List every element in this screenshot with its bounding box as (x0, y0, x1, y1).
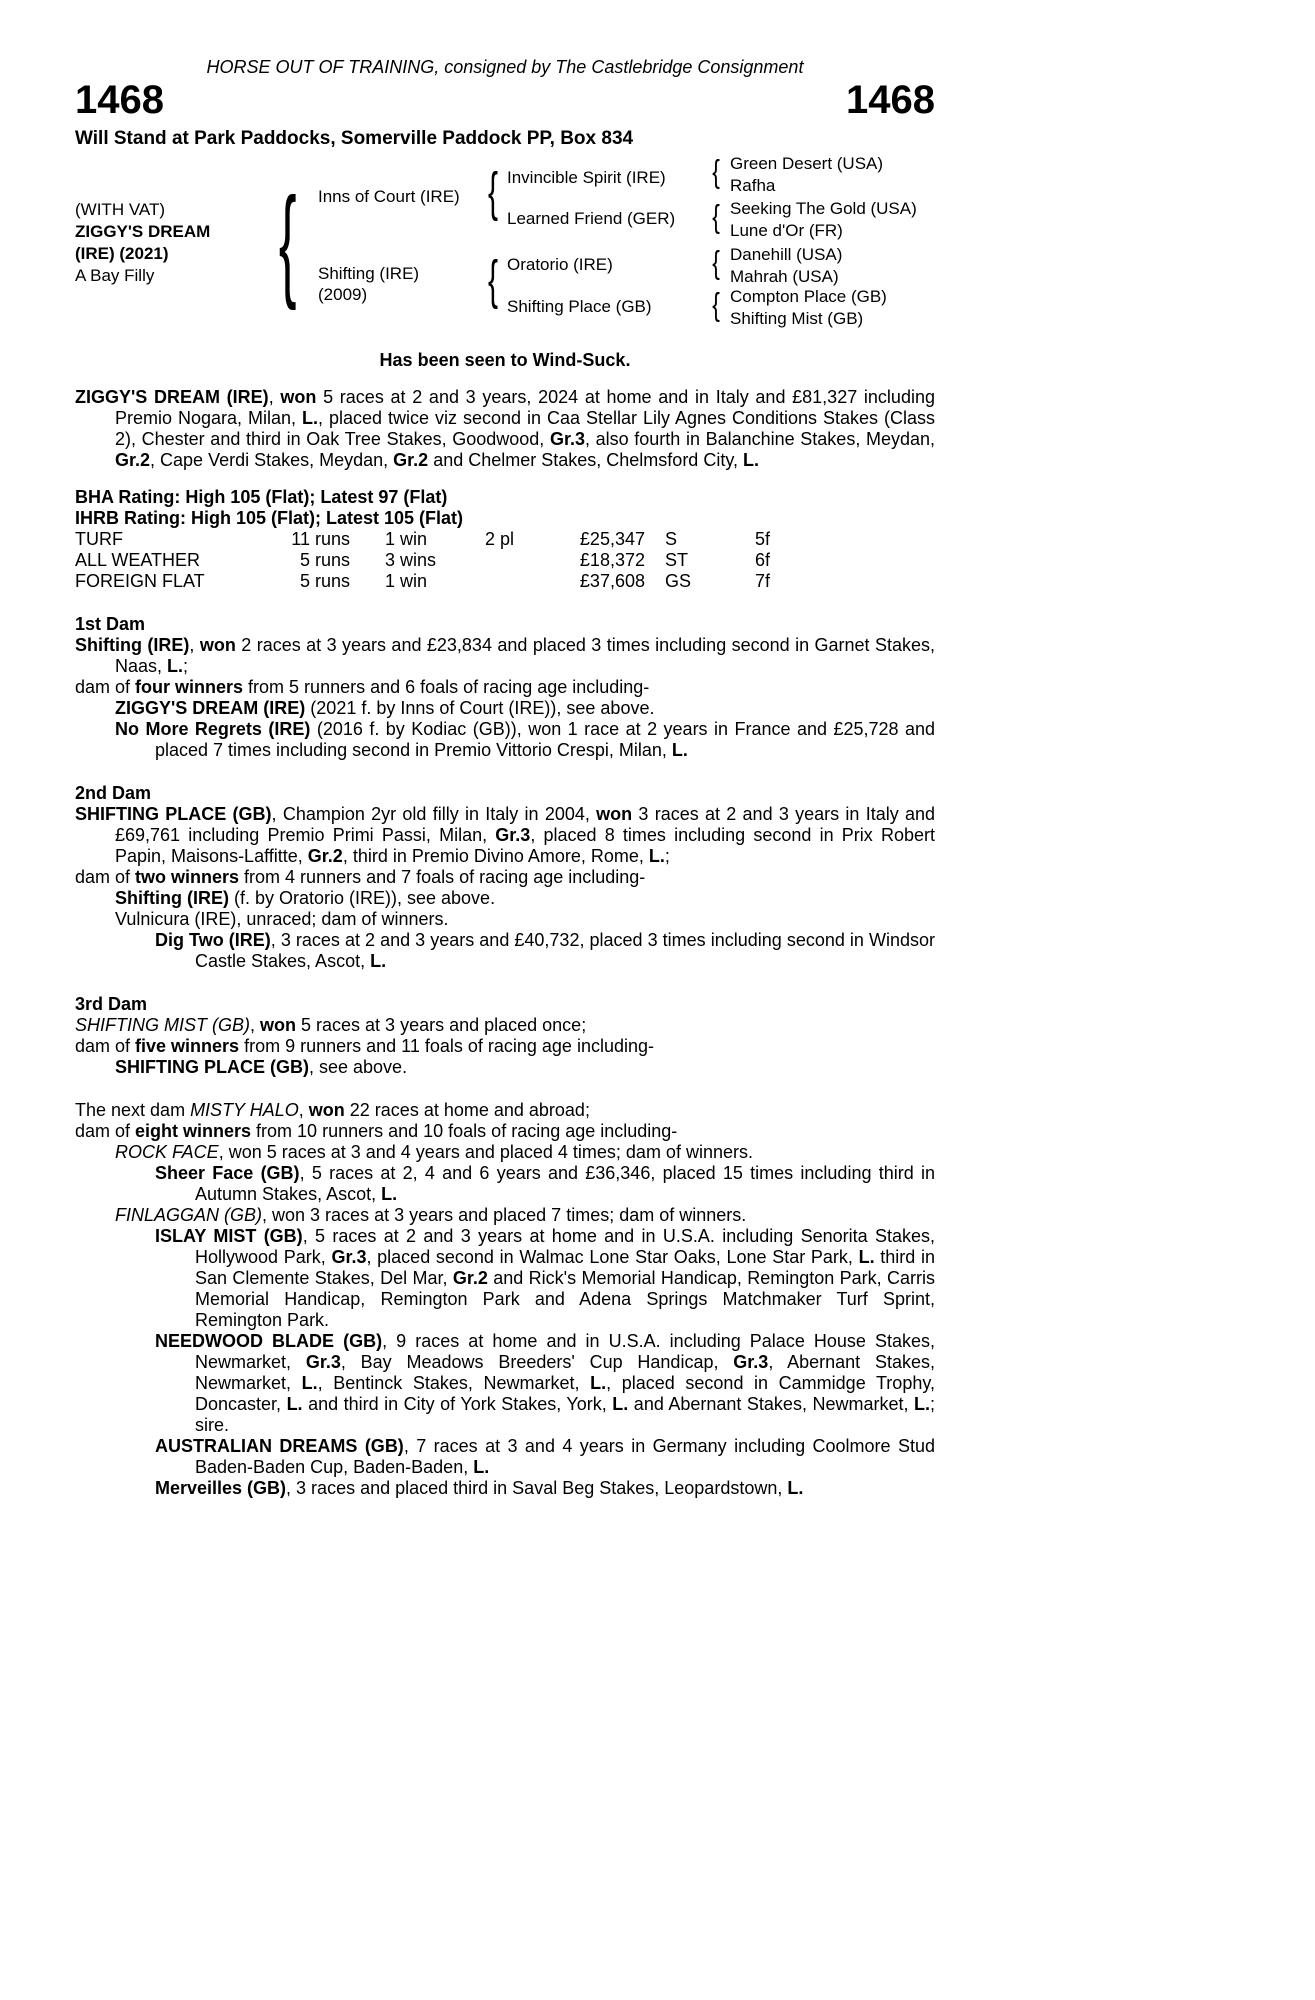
record-runs: 5 runs (299, 550, 350, 570)
sire-sire-name: Invincible Spirit (IRE) (507, 168, 666, 187)
record-places: 2 pl (485, 529, 515, 549)
ihrb-rating-line: IHRB Rating: High 105 (Flat); Latest 105 (Flat) (75, 508, 464, 528)
lot-number-right: 1468 (846, 78, 935, 122)
record-wins: 1 win (385, 529, 428, 549)
record-earnings: £37,608 (579, 571, 645, 591)
pedigree-brace-gg1 (705, 151, 727, 195)
dam3-produce-intro: dam of five winners from 9 runners and 11 foals of racing age including- (75, 1036, 654, 1056)
record-places (485, 550, 575, 571)
lot-number-row (75, 80, 935, 120)
second-dam-heading: 2nd Dam (75, 783, 152, 803)
entry-rock-face: ROCK FACE, won 5 races at 3 and 4 years and placed 4 times; dam of winners. (115, 1142, 753, 1162)
record-distance: 7f (755, 571, 771, 591)
dam2-entry-shifting: Shifting (IRE) (f. by Oratorio (IRE)), see above. (115, 888, 496, 908)
dam1-paragraph: Shifting (IRE), won 2 races at 3 years and £23,834 and placed 3 times including second in Garnet Stakes, Naas, L.; (75, 635, 935, 676)
pedigree-chart (75, 154, 935, 336)
great-granddam-1: Rafha (730, 176, 776, 195)
next-dam-paragraph: The next dam MISTY HALO, won 22 races at home and abroad; (75, 1100, 590, 1120)
horse-suffix-year: (IRE) (2021) (75, 244, 169, 263)
entry-islay-mist: ISLAY MIST (GB), 5 races at 2 and 3 years at home and in U.S.A. including Senorita Stakes, Hollywood Park, Gr.3, placed second in Walmac Lone Star Oaks, Lone Star Park, L. third in San Clemente Stakes, Del Mar, Gr.2 and Rick's Memorial Handicap, Remington Park, Carris Memorial Handicap, Remington Park and Adena Springs Matchmaker Turf Sprint, Remington Park. (155, 1226, 936, 1330)
record-surface: FOREIGN FLAT (75, 571, 205, 591)
record-distance: 6f (755, 550, 771, 570)
race-record-table (75, 529, 935, 592)
great-granddam-4: Shifting Mist (GB) (730, 309, 864, 328)
sire-dam-name: Learned Friend (GER) (507, 209, 676, 228)
dam2-paragraph: SHIFTING PLACE (GB), Champion 2yr old filly in Italy in 2004, won 3 races at 2 and 3 years in Italy and £69,761 including Premio Primi Passi, Milan, Gr.3, placed 8 times including second in Prix Robert Papin, Maisons-Laffitte, Gr.2, third in Premio Divino Amore, Rome, L.; (75, 804, 936, 866)
pedigree-brace-gg3 (705, 242, 727, 286)
record-runs: 5 runs (299, 571, 350, 591)
lot-number-left: 1468 (75, 78, 164, 122)
dam-name: Shifting (IRE) (318, 264, 420, 283)
next-dam-produce-intro: dam of eight winners from 10 runners and 10 foals of racing age including- (75, 1121, 678, 1141)
pedigree-brace-gg2 (705, 196, 727, 240)
wind-suck-notice: Has been seen to Wind-Suck. (379, 350, 631, 370)
dam-year: (2009) (318, 285, 368, 304)
record-surface: ALL WEATHER (75, 550, 201, 570)
pedigree-brace-root (271, 162, 305, 320)
dam1-entry-no-more-regrets: No More Regrets (IRE) (2016 f. by Kodiac (GB)), won 1 race at 2 years in France and £25,728 and placed 7 times including second in Premio Vittorio Crespi, Milan, L. (115, 719, 935, 760)
record-going: S (665, 529, 678, 549)
record-distance: 5f (755, 529, 771, 549)
record-places (485, 571, 575, 592)
entry-merveilles: Merveilles (GB), 3 races and placed third in Saval Beg Stakes, Leopardstown, L. (155, 1478, 804, 1498)
great-grandsire-3: Danehill (USA) (730, 245, 843, 264)
dam3-entry-shifting-place: SHIFTING PLACE (GB), see above. (115, 1057, 408, 1077)
record-earnings: £25,347 (579, 529, 645, 549)
great-granddam-3: Mahrah (USA) (730, 267, 839, 286)
great-grandsire-1: Green Desert (USA) (730, 154, 884, 173)
dam-sire-name: Oratorio (IRE) (507, 255, 613, 274)
dam2-entry-dig-two: Dig Two (IRE), 3 races at 2 and 3 years and £40,732, placed 3 times including second in Windsor Castle Stakes, Ascot, L. (155, 930, 935, 971)
dam2-produce-intro: dam of two winners from 4 runners and 7 foals of racing age including- (75, 867, 646, 887)
record-going: ST (665, 550, 689, 570)
entry-australian-dreams: AUSTRALIAN DREAMS (GB), 7 races at 3 and 4 years in Germany including Coolmore Stud Baden-Baden Cup, Baden-Baden, L. (155, 1436, 936, 1477)
horse-name: ZIGGY'S DREAM (75, 222, 211, 241)
pedigree-brace-sire (480, 159, 506, 229)
race-record-paragraph: ZIGGY'S DREAM (IRE), won 5 races at 2 and 3 years, 2024 at home and in Italy and £81,327 including Premio Nogara, Milan, L., placed twice viz second in Caa Stellar Lily Agnes Conditions Stakes (Class 2), Chester and third in Oak Tree Stakes, Goodwood, Gr.3, also fourth in Balanchine Stakes, Meydan, Gr.2, Cape Verdi Stakes, Meydan, Gr.2 and Chelmer Stakes, Chelmsford City, L. (75, 387, 935, 470)
bha-rating-line: BHA Rating: High 105 (Flat); Latest 97 (Flat) (75, 487, 448, 507)
vat-note: (WITH VAT) (75, 200, 166, 219)
entry-needwood-blade: NEEDWOOD BLADE (GB), 9 races at home and in U.S.A. including Palace House Stakes, Newmarket, Gr.3, Bay Meadows Breeders' Cup Handicap, Gr.3, Abernant Stakes, Newmarket, L., Bentinck Stakes, Newmarket, L., placed second in Cammidge Trophy, Doncaster, L. and third in City of York Stakes, York, L. and Abernant Stakes, Newmarket, L.; sire. (155, 1331, 936, 1435)
dam1-produce-intro: dam of four winners from 5 runners and 6 foals of racing age including- (75, 677, 650, 697)
ratings-block (75, 487, 935, 529)
dam3-paragraph: SHIFTING MIST (GB), won 5 races at 3 years and placed once; (75, 1015, 587, 1035)
page-content (75, 56, 935, 1499)
sire-name: Inns of Court (IRE) (318, 187, 460, 206)
record-wins: 1 win (385, 571, 428, 591)
pedigree-brace-gg4 (705, 284, 727, 328)
record-going: GS (665, 571, 692, 591)
pedigree-brace-dam (480, 247, 506, 317)
great-grandsire-2: Seeking The Gold (USA) (730, 199, 917, 218)
horse-description: A Bay Filly (75, 266, 155, 285)
dam2-entry-vulnicura: Vulnicura (IRE), unraced; dam of winners. (115, 909, 449, 929)
third-dam-heading: 3rd Dam (75, 994, 148, 1014)
stand-location-line: Will Stand at Park Paddocks, Somerville Paddock PP, Box 834 (75, 128, 634, 149)
dam1-entry-ziggys-dream: ZIGGY'S DREAM (IRE) (2021 f. by Inns of Court (IRE)), see above. (115, 698, 655, 718)
entry-sheer-face: Sheer Face (GB), 5 races at 2, 4 and 6 years and £36,346, placed 15 times including third in Autumn Stakes, Ascot, L. (155, 1163, 935, 1204)
great-grandsire-4: Compton Place (GB) (730, 287, 887, 306)
great-granddam-2: Lune d'Or (FR) (730, 221, 843, 240)
consignment-header: HORSE OUT OF TRAINING, consigned by The Castlebridge Consignment (206, 57, 804, 77)
record-runs: 11 runs (291, 529, 350, 549)
record-surface: TURF (75, 529, 123, 549)
first-dam-heading: 1st Dam (75, 614, 146, 634)
entry-finlaggan: FINLAGGAN (GB), won 3 races at 3 years and placed 7 times; dam of winners. (115, 1205, 747, 1225)
dam-dam-name: Shifting Place (GB) (507, 297, 652, 316)
record-earnings: £18,372 (579, 550, 645, 570)
record-wins: 3 wins (385, 550, 437, 570)
